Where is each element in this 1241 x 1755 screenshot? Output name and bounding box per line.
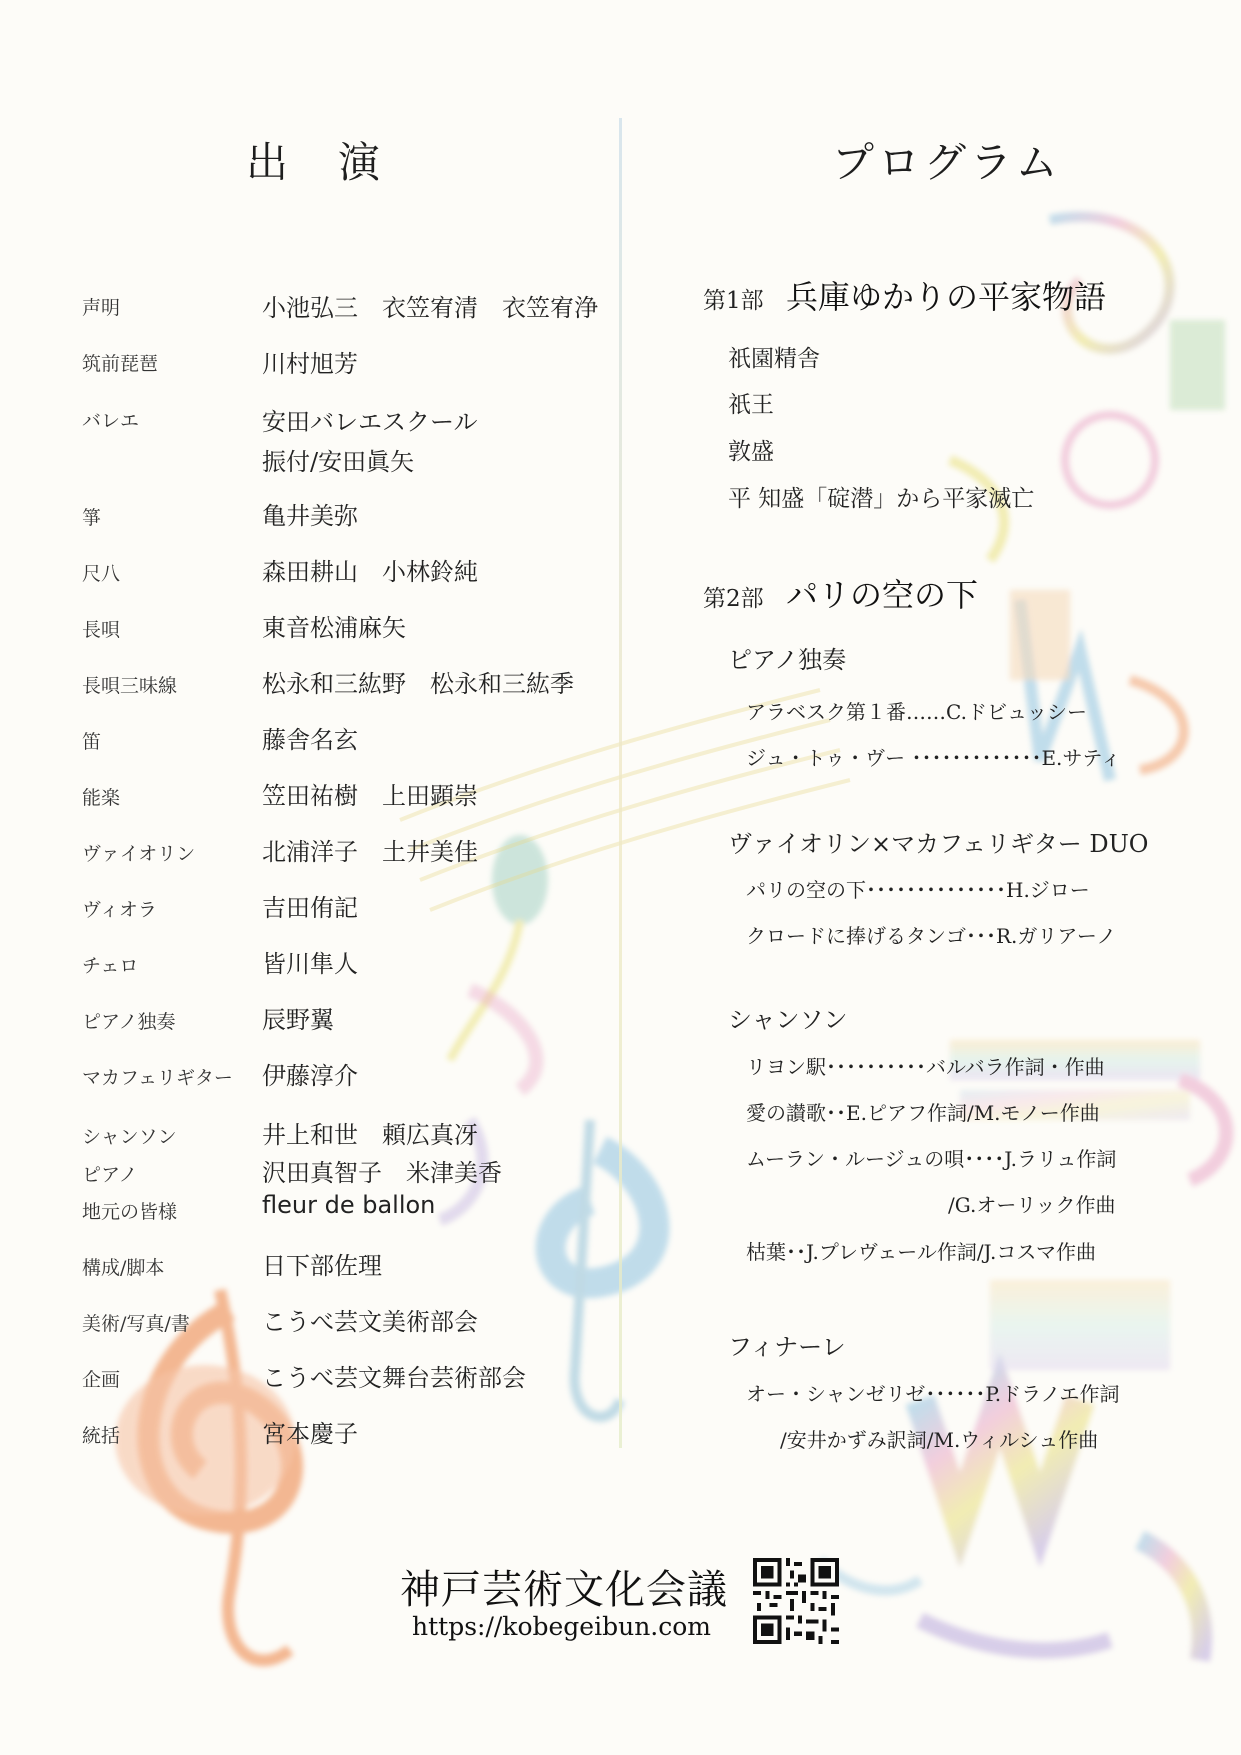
names-shomyo: 小池弘三 衣笠宥清 衣笠宥浄 [262,294,598,322]
role-piano: ピアノ [82,1164,138,1186]
part2-number: 第2部 [703,586,764,612]
program-entry: パリの空の下･･････････････H.ジロー [746,878,1090,902]
program-entry: 枯葉･･J.プレヴェール作詞/J.コスマ作曲 [746,1240,1096,1264]
role-supervision: 統括 [82,1425,121,1447]
role-piano-solo: ピアノ独奏 [82,1011,176,1033]
names-ballet-1: 安田バレエスクール [262,408,478,436]
program-entry: /G.オーリック作曲 [948,1193,1116,1217]
names-cello: 皆川隼人 [262,950,358,978]
part1-number: 第1部 [703,288,764,314]
program-entry: クロードに捧げるタンゴ･･･R.ガリアーノ [746,924,1117,948]
part1-title: 兵庫ゆかりの平家物語 [786,278,1107,316]
role-shakuhachi: 尺八 [82,563,121,585]
names-koto: 亀井美弥 [262,502,358,530]
program-entry: 愛の讃歌･･E.ピアフ作詞/M.モノー作曲 [746,1101,1100,1125]
role-chanson: シャンソン [82,1126,177,1148]
role-shomyo: 声明 [82,297,121,319]
names-composition-script: 日下部佐理 [262,1252,382,1280]
role-nagauta-shamisen: 長唄三味線 [82,675,178,697]
names-chikuzen-biwa: 川村旭芳 [262,350,358,378]
program-entry: アラベスク第１番……C.ドビュッシー [746,700,1087,724]
names-nagauta-shamisen: 松永和三紘野 松永和三紘季 [262,670,574,698]
names-supervision: 宮本慶子 [262,1420,358,1448]
names-piano: 沢田真智子 米津美香 [262,1159,502,1187]
names-ballet-2: 振付/安田眞矢 [262,448,415,476]
section-title: ヴァイオリン×マカフェリギター DUO [728,830,1149,858]
role-viola: ヴィオラ [82,899,157,921]
role-art-photo-calligraphy: 美術/写真/書 [82,1313,190,1335]
program-entry: ジュ・トゥ・ヴー ･････････････E.サティ [746,746,1121,770]
part1-piece: 敦盛 [728,439,774,465]
names-viola: 吉田侑記 [262,894,358,922]
program-entry: リヨン駅･･････････バルバラ作詞・作曲 [746,1055,1105,1079]
program-entry: ムーラン・ルージュの唄････J.ラリュ作詞 [746,1147,1117,1171]
section-title: ピアノ独奏 [728,646,847,674]
section-title: シャンソン [728,1006,848,1034]
orange-treble-clef [115,1290,295,1660]
role-local-participants: 地元の皆様 [82,1201,178,1223]
role-composition-script: 構成/脚本 [82,1257,165,1279]
website-link[interactable]: https://kobegeibun.com [412,1612,711,1641]
performers-heading: 出 演 [246,138,385,187]
role-fue: 笛 [82,731,102,753]
role-nagauta: 長唄 [82,619,121,641]
role-planning: 企画 [82,1369,121,1391]
names-local-participants: fleur de ballon [262,1191,436,1219]
role-nogaku: 能楽 [82,787,121,809]
names-art-photo-calligraphy: こうべ芸文美術部会 [262,1308,478,1336]
names-planning: こうべ芸文舞台芸術部会 [262,1364,526,1392]
names-piano-solo: 辰野翼 [262,1006,334,1034]
role-chikuzen-biwa: 筑前琵琶 [82,353,159,375]
names-fue: 藤舎名玄 [262,726,358,754]
program-entry: オー・シャンゼリゼ･･････P.ドラノエ作詞 [746,1382,1120,1406]
role-koto: 箏 [82,507,102,529]
part1-piece: 平 知盛「碇潜」から平家滅亡 [728,486,1035,512]
organization-name: 神戸芸術文化会議 [400,1567,728,1613]
names-shakuhachi: 森田耕山 小林鈴純 [262,558,478,586]
role-ballet: バレエ [82,410,140,432]
section-title: フィナーレ [728,1333,846,1361]
role-cello: チェロ [82,955,139,977]
qr-code-icon[interactable] [753,1558,839,1644]
part1-piece: 祇王 [728,392,774,418]
program-entry: /安井かずみ訳詞/M.ウィルシュ作曲 [780,1428,1099,1452]
part2-title: パリの空の下 [786,576,979,614]
role-violin: ヴァイオリン [82,843,196,865]
program-heading: プログラム [832,138,1062,187]
pastel-brush-notes [440,990,920,1590]
names-chanson: 井上和世 頼広真冴 [262,1121,478,1149]
blue-treble-clef [450,835,654,1417]
names-nogaku: 笠田祐樹 上田顕崇 [262,782,478,810]
column-divider [619,118,622,1448]
names-nagauta: 東音松浦麻矢 [262,614,406,642]
part1-piece: 祇園精舎 [728,346,820,372]
names-violin: 北浦洋子 土井美佳 [262,838,478,866]
role-maccaferri-guitar: マカフェリギター [82,1067,233,1089]
names-maccaferri-guitar: 伊藤淳介 [262,1062,358,1090]
